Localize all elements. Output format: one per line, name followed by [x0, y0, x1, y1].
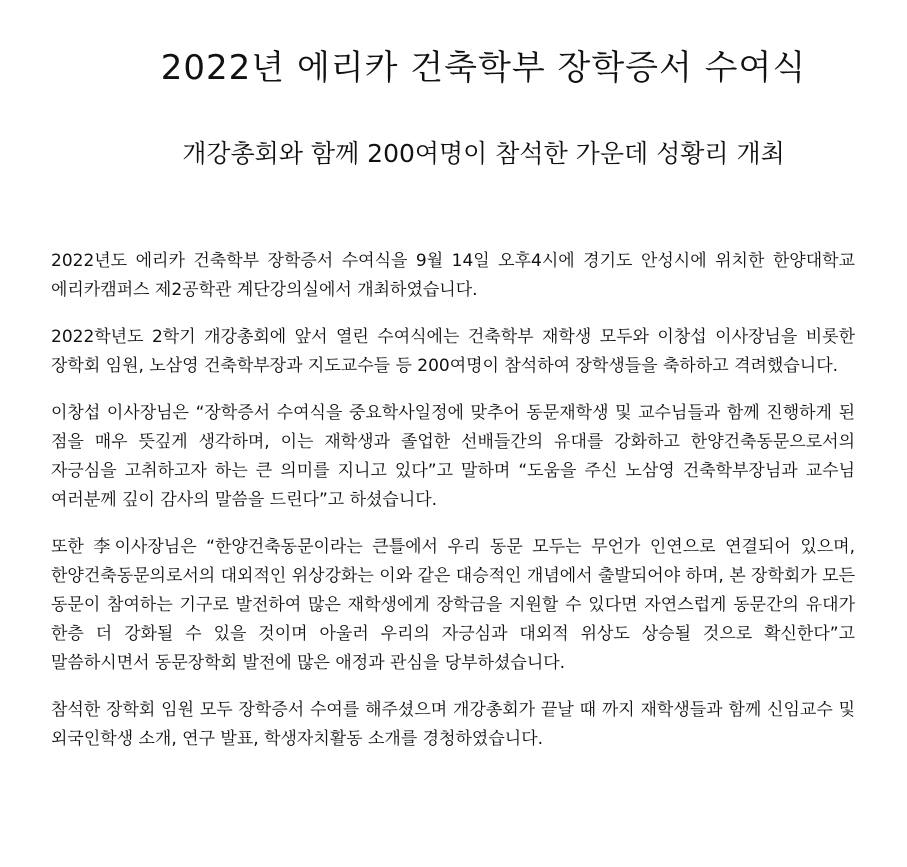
- paragraph-5: 참석한 장학회 임원 모두 장학증서 수여를 해주셨으며 개강총회가 끝날 때 까지 재학생들과 함께 신임교수 및 외국인학생 소개, 연구 발표, 학생자치활동 소개를 경청하였습니다.: [51, 700, 855, 749]
- paragraph-2: 2022학년도 2학기 개강총회에 앞서 열린 수여식에는 건축학부 재학생 모두와 이창섭 이사장님을 비롯한 장학회 임원, 노삼영 건축학부장과 지도교수들 등 200여명이 참석하여 장학생들을 축하하고 격려했습니다.: [51, 327, 855, 376]
- page-subtitle: 개강총회와 함께 200여명이 참석한 가운데 성황리 개최: [182, 139, 785, 168]
- paragraph-1: 2022년도 에리카 건축학부 장학증서 수여식을 9월 14일 오후4시에 경기도 안성시에 위치한 한양대학교 에리카캠퍼스 제2공학관 계단강의실에서 개최하였습니다.: [51, 251, 855, 300]
- paragraph-4: 또한 李이사장님은 “한양건축동문이라는 큰틀에서 우리 동문 모두는 무언가 인연으로 연결되어 있으며, 한양건축동문의로서의 대외적인 위상강화는 이와 같은 대승적인 개념에서 출발되어야 하며, 본 장학회가 모든 동문이 참여하는 기구로 발전하여 많은 재학생에게 장학금을 지원할 수 있다면 자연스럽게 동문간의 유대가 한층 더 강화될 수 있을 것이며 아울러 우리의 자긍심과 대외적 위상도 상승될 것으로 확신한다”고 말씀하시면서 동문장학회 발전에 많은 애정과 관심을 당부하셨습니다.: [51, 537, 855, 673]
- page-title: 2022년 에리카 건축학부 장학증서 수여식: [160, 48, 807, 88]
- article-body: [51, 247, 855, 772]
- paragraph-3: 이창섭 이사장님은 “장학증서 수여식을 중요학사일정에 맞추어 동문재학생 및 교수님들과 함께 진행하게 된 점을 매우 뜻깊게 생각하며, 이는 재학생과 졸업한 선배들간의 유대를 강화하고 한양건축동문으로서의 자긍심을 고취하고자 하는 큰 의미를 지니고 있다”고 말하며 “도움을 주신 노삼영 건축학부장님과 교수님 여러분께 깊이 감사의 말씀을 드린다”고 하셨습니다.: [51, 403, 855, 510]
